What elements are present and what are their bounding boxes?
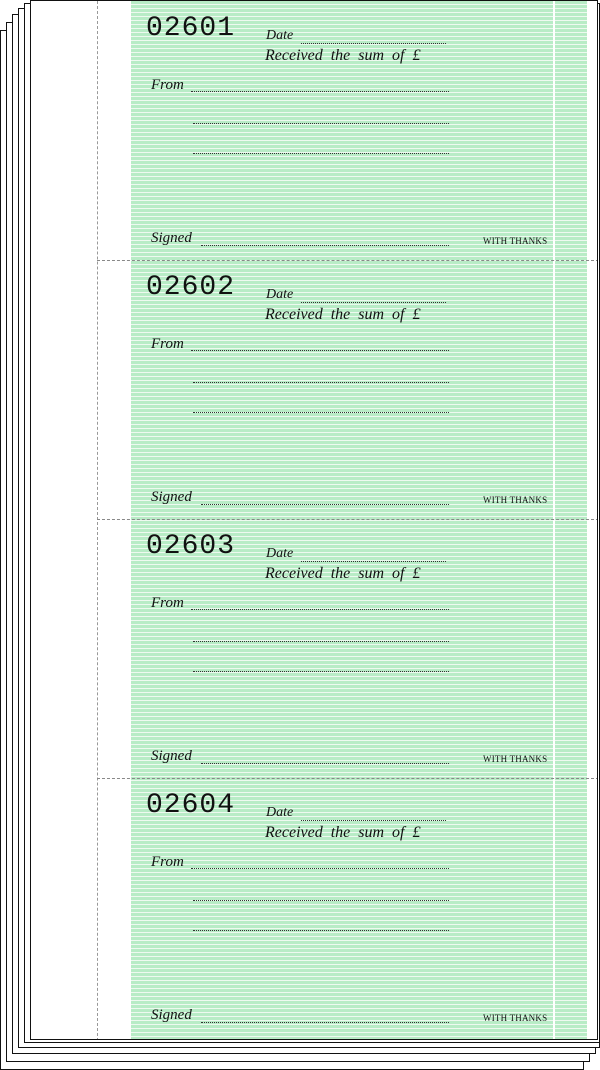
from-label: From <box>151 854 184 870</box>
received-sum-label: Received the sum of £ <box>265 824 421 841</box>
from-field-line-3[interactable] <box>193 412 449 413</box>
with-thanks-text: WITH THANKS <box>483 495 548 505</box>
date-field[interactable] <box>301 43 446 44</box>
with-thanks-text: WITH THANKS <box>483 236 548 246</box>
date-label: Date <box>266 28 294 43</box>
from-field-line-3[interactable] <box>193 671 449 672</box>
from-field[interactable] <box>191 609 449 610</box>
from-label: From <box>151 77 184 93</box>
date-label: Date <box>266 805 294 820</box>
from-field-line-2[interactable] <box>193 641 449 642</box>
from-field-line-3[interactable] <box>193 930 449 931</box>
received-sum-label: Received the sum of £ <box>265 565 421 582</box>
signature-field[interactable] <box>201 1022 449 1023</box>
stub-tear-line <box>97 1 98 1040</box>
receipt <box>131 778 587 1037</box>
date-field[interactable] <box>301 302 446 303</box>
from-field[interactable] <box>191 350 449 351</box>
from-field-line-2[interactable] <box>193 123 449 124</box>
from-field-line-2[interactable] <box>193 382 449 383</box>
front-page <box>30 0 598 1040</box>
from-field[interactable] <box>191 868 449 869</box>
receipt <box>131 519 587 778</box>
date-label: Date <box>266 287 294 302</box>
date-field[interactable] <box>301 820 446 821</box>
date-label: Date <box>266 546 294 561</box>
receipt <box>131 1 587 260</box>
receipt-number: 02603 <box>146 531 236 562</box>
from-field[interactable] <box>191 91 449 92</box>
receipt-number: 02604 <box>146 790 236 821</box>
date-field[interactable] <box>301 561 446 562</box>
with-thanks-text: WITH THANKS <box>483 754 548 764</box>
from-field-line-3[interactable] <box>193 153 449 154</box>
signature-field[interactable] <box>201 763 449 764</box>
signed-label: Signed <box>151 1007 192 1023</box>
signature-field[interactable] <box>201 504 449 505</box>
receipt-number: 02602 <box>146 272 236 303</box>
signed-label: Signed <box>151 230 192 246</box>
received-sum-label: Received the sum of £ <box>265 47 421 64</box>
receipt-number: 02601 <box>146 13 236 44</box>
signature-field[interactable] <box>201 245 449 246</box>
with-thanks-text: WITH THANKS <box>483 1013 548 1023</box>
from-label: From <box>151 336 184 352</box>
signed-label: Signed <box>151 748 192 764</box>
from-field-line-2[interactable] <box>193 900 449 901</box>
receipt <box>131 260 587 519</box>
from-label: From <box>151 595 184 611</box>
signed-label: Signed <box>151 489 192 505</box>
received-sum-label: Received the sum of £ <box>265 306 421 323</box>
